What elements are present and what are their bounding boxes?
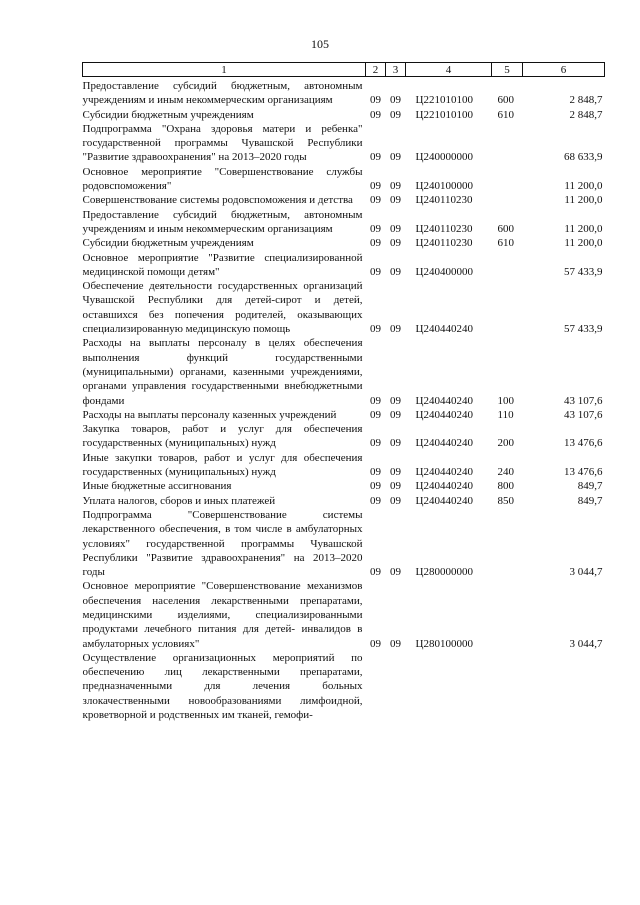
row-name: Предоставление субсидий бюджетным, автономным учреждениям и иным некоммерческим организациям — [82, 80, 363, 107]
table-row — [83, 279, 605, 336]
row-amount: 849,7 — [577, 480, 603, 493]
table-row — [83, 122, 605, 165]
row-section: 09 — [370, 222, 381, 235]
row-subsection: 09 — [390, 180, 401, 193]
row-section: 09 — [370, 237, 381, 250]
row-name: Обеспечение деятельности государственных организаций Чувашской Республики для детей-сирот и детей, оставшихся без попечения родителей, оказывающих специализированную медицинскую помощь — [82, 280, 363, 336]
row-section: 09 — [370, 480, 381, 493]
row-subsection: 09 — [390, 108, 401, 121]
column-header-subsection: 3 — [386, 63, 406, 77]
row-expense-type — [492, 251, 523, 280]
row-section: 09 — [370, 151, 381, 164]
row-name: Подпрограмма "Совершенствование системы лекарственного обеспечения, в том числе в амбулаторных условиях" государственной программы Чувашской Республики "Развитие здравоохранения" на 2013–2020 годы — [82, 508, 363, 579]
row-amount: 2 848,7 — [569, 94, 603, 107]
row-section: 09 — [370, 494, 381, 507]
row-amount: 57 433,9 — [564, 265, 603, 278]
row-expense-type — [492, 508, 523, 579]
row-subsection: 09 — [390, 494, 401, 507]
table-row — [83, 451, 605, 480]
row-subsection: 09 — [390, 151, 401, 164]
row-target-code: Ц240000000 — [415, 151, 473, 164]
row-target-code: Ц240110230 — [415, 222, 473, 235]
row-subsection: 09 — [390, 265, 401, 278]
column-header-target-code: 4 — [406, 63, 492, 77]
row-amount: 11 200,0 — [564, 237, 603, 250]
table-row — [83, 479, 605, 493]
row-expense-type — [492, 579, 523, 650]
column-header-expense-type: 5 — [492, 63, 523, 77]
column-header-section: 2 — [366, 63, 386, 77]
row-section: 09 — [370, 637, 381, 650]
row-target-code: Ц240440240 — [415, 323, 473, 336]
row-subsection — [386, 651, 406, 722]
row-amount: 43 107,6 — [564, 394, 603, 407]
row-target-code: Ц221010100 — [415, 94, 473, 107]
row-target-code: Ц240440240 — [415, 466, 473, 479]
row-amount: 13 476,6 — [564, 437, 603, 450]
row-amount: 2 848,7 — [569, 108, 603, 121]
row-target-code: Ц240440240 — [415, 437, 473, 450]
row-expense-type: 800 — [497, 480, 514, 493]
row-target-code: Ц240440240 — [415, 494, 473, 507]
row-subsection: 09 — [390, 437, 401, 450]
row-amount: 11 200,0 — [564, 180, 603, 193]
row-subsection: 09 — [390, 480, 401, 493]
row-name: Основное мероприятие "Совершенствование механизмов обеспечения населения лекарственными препаратами, медицинскими изделиями, специализированными продуктами лечебного питания для детей- инвалидов в амбулаторных условиях" — [82, 580, 363, 650]
row-amount — [523, 651, 605, 722]
row-amount: 3 044,7 — [569, 566, 603, 579]
row-amount: 3 044,7 — [569, 637, 603, 650]
row-subsection: 09 — [390, 323, 401, 336]
row-section — [366, 651, 386, 722]
row-amount: 11 200,0 — [564, 222, 603, 235]
row-section: 09 — [370, 437, 381, 450]
row-section: 09 — [370, 566, 381, 579]
row-subsection: 09 — [390, 222, 401, 235]
row-expense-type: 600 — [497, 222, 514, 235]
table-row — [83, 422, 605, 451]
row-target-code: Ц240400000 — [415, 265, 473, 278]
row-name: Предоставление субсидий бюджетным, автономным учреждениям и иным некоммерческим организациям — [82, 208, 363, 235]
row-section: 09 — [370, 180, 381, 193]
row-expense-type — [492, 193, 523, 207]
row-target-code: Ц221010100 — [415, 108, 473, 121]
row-section: 09 — [370, 265, 381, 278]
row-expense-type — [492, 651, 523, 722]
row-name: Подпрограмма "Охрана здоровья матери и ребенка" государственной программы Чувашской Республики "Развитие здравоохранения" на 2013–2020 годы — [82, 122, 363, 164]
row-section: 09 — [370, 408, 381, 421]
row-expense-type — [492, 122, 523, 165]
row-amount: 68 633,9 — [564, 151, 603, 164]
row-expense-type: 200 — [497, 437, 514, 450]
row-target-code: Ц240110230 — [415, 237, 473, 250]
column-header-name: 1 — [83, 63, 366, 77]
table-row — [83, 251, 605, 280]
table-row — [83, 77, 605, 108]
row-expense-type — [492, 165, 523, 194]
row-target-code: Ц280100000 — [415, 637, 473, 650]
row-expense-type: 110 — [497, 408, 514, 421]
row-target-code: Ц240100000 — [415, 180, 473, 193]
table-row — [83, 336, 605, 407]
row-subsection: 09 — [390, 466, 401, 479]
row-name: Субсидии бюджетным учреждениям — [82, 108, 254, 121]
row-section: 09 — [370, 108, 381, 121]
table-row — [83, 193, 605, 207]
row-expense-type: 600 — [497, 94, 514, 107]
row-amount: 849,7 — [577, 494, 603, 507]
row-name: Осуществление организационных мероприятий по обеспечению лиц лекарственными препаратами, предназначенными для лечения больных злокачественными новообразованиями лимфоидной, кроветворной и родственных им тканей, гемофи- — [82, 651, 363, 722]
column-header-amount: 6 — [523, 63, 605, 77]
row-name: Закупка товаров, работ и услуг для обеспечения государственных (муниципальных) нужд — [82, 423, 363, 450]
row-target-code: Ц240440240 — [415, 408, 473, 421]
budget-table — [82, 62, 605, 722]
row-name: Основное мероприятие "Развитие специализированной медицинской помощи детям" — [82, 251, 363, 278]
row-expense-type: 610 — [497, 108, 514, 121]
row-name: Иные закупки товаров, работ и услуг для обеспечения государственных (муниципальных) нужд — [82, 451, 363, 479]
row-name: Уплата налогов, сборов и иных платежей — [82, 494, 276, 507]
row-amount: 11 200,0 — [564, 194, 603, 207]
row-subsection: 09 — [390, 94, 401, 107]
row-expense-type: 610 — [497, 237, 514, 250]
table-row — [83, 165, 605, 194]
row-subsection: 09 — [390, 237, 401, 250]
row-name: Расходы на выплаты персоналу казенных учреждений — [82, 408, 337, 421]
row-section: 09 — [370, 194, 381, 207]
row-target-code: Ц240440240 — [415, 394, 473, 407]
table-row — [83, 408, 605, 422]
table-row — [83, 236, 605, 250]
table-row — [83, 108, 605, 122]
row-subsection: 09 — [390, 394, 401, 407]
row-expense-type: 850 — [497, 494, 514, 507]
row-expense-type — [492, 279, 523, 336]
row-name: Иные бюджетные ассигнования — [82, 480, 232, 493]
row-amount: 13 476,6 — [564, 466, 603, 479]
row-subsection: 09 — [390, 637, 401, 650]
row-amount: 57 433,9 — [564, 323, 603, 336]
row-expense-type: 100 — [497, 394, 514, 407]
table-row — [83, 494, 605, 508]
row-target-code: Ц240110230 — [415, 194, 473, 207]
row-section: 09 — [370, 94, 381, 107]
row-amount: 43 107,6 — [564, 408, 603, 421]
page-number: 105 — [311, 37, 329, 51]
row-section: 09 — [370, 466, 381, 479]
row-expense-type: 240 — [497, 466, 514, 479]
row-section: 09 — [370, 394, 381, 407]
row-name: Расходы на выплаты персоналу в целях обеспечения выполнения функций государственными (муниципальными) органами, казенными учреждениями, органами управления государственными внебюджетными фондами — [82, 337, 363, 407]
table-row — [83, 208, 605, 237]
row-name: Субсидии бюджетным учреждениям — [82, 237, 254, 250]
table-header-row — [83, 63, 605, 77]
table-row — [83, 651, 605, 722]
row-subsection: 09 — [390, 408, 401, 421]
row-target-code: Ц280000000 — [415, 566, 473, 579]
row-subsection: 09 — [390, 566, 401, 579]
table-row — [83, 579, 605, 650]
row-target-code — [406, 651, 492, 722]
row-target-code: Ц240440240 — [415, 480, 473, 493]
row-subsection: 09 — [390, 194, 401, 207]
row-name: Совершенствование системы родовспоможения и детства — [82, 194, 353, 207]
table-row — [83, 508, 605, 579]
row-name: Основное мероприятие "Совершенствование службы родовспоможения" — [82, 165, 363, 193]
row-section: 09 — [370, 323, 381, 336]
